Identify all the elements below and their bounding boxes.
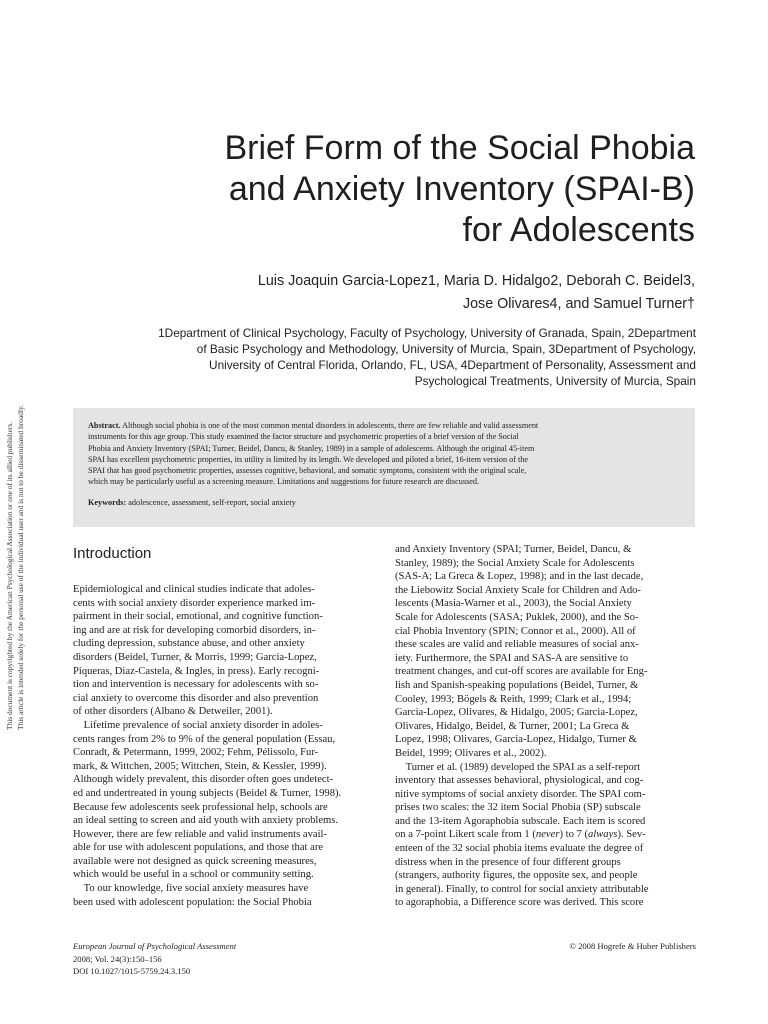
body-text-line: iety. Furthermore, the SPAI and SAS-A are sensitive to xyxy=(395,652,629,664)
body-text-line: Epidemiological and clinical studies indicate that adoles- xyxy=(73,584,315,595)
right-column xyxy=(395,543,696,910)
body-text-line: Although widely prevalent, this disorder often goes undetect- xyxy=(73,774,334,786)
title-line-2: and Anxiety Inventory (SPAI-B) xyxy=(228,170,695,208)
body-text-line: ed and undertreated in young subjects (Beidel & Turner, 1998). xyxy=(73,787,342,799)
abstract-label: Abstract. xyxy=(88,421,121,430)
abstract-line-1: Abstract. Although social phobia is one of the most common mental disorders in adolescents, there are few reliable and valid assessment xyxy=(88,421,539,430)
body-text-line: and the 13-item Agoraphobia subscale. Each item is scored xyxy=(395,815,646,827)
article-title xyxy=(150,128,695,251)
copyright-side-note xyxy=(4,300,40,730)
authors-line-2: Jose Olivares4, and Samuel Turner† xyxy=(462,296,695,312)
body-text-line: which would be useful in a school or community setting. xyxy=(73,869,314,881)
body-text-line: cial Phobia Inventory (SPIN; Connor et al., 2000). All of xyxy=(395,625,636,637)
affiliations xyxy=(70,325,696,389)
keywords: Keywords: adolescence, assessment, self-report, social anxiety xyxy=(88,497,296,507)
body-text-line: Beidel, 1999; Olivares et al., 2002). xyxy=(395,747,547,759)
body-text-line: However, there are few reliable and valid instruments avail- xyxy=(73,828,328,840)
body-text-line: Scale for Adolescents (SASA; Puklek, 2000), and the So- xyxy=(395,611,639,623)
author-list xyxy=(120,270,695,316)
journal-name: European Journal of Psychological Assessment xyxy=(73,941,237,951)
body-text-line: been used with adolescent population: the Social Phobia xyxy=(73,896,312,908)
body-text-line: disorders (Beidel, Turner, & Morris, 1999; Garcia-Lopez, xyxy=(73,651,317,663)
abstract-line-2: instruments for this age group. This study examined the factor structure and psychometric properties of a brief version of the Social xyxy=(88,432,519,442)
body-text-line: Lifetime prevalence of social anxiety disorder in adoles- xyxy=(73,719,323,731)
authors-line-1: Luis Joaquin Garcia-Lopez1, Maria D. Hidalgo2, Deborah C. Beidel3, xyxy=(257,273,695,289)
body-text-line: Conradt, & Petermann, 1999, 2002; Fehm, Pélissolo, Fur- xyxy=(73,747,319,759)
body-text-line: of other disorders (Albano & Detweiler, 2001). xyxy=(73,706,273,718)
body-text-line: inventory that assesses behavioral, physiological, and cog- xyxy=(395,775,644,787)
title-line-1: Brief Form of the Social Phobia xyxy=(224,129,695,167)
body-text-line: cents with social anxiety disorder experience marked im- xyxy=(73,597,316,609)
body-text-line: Lopez, 1998; Olivares, Garcia-Lopez, Hidalgo, Turner & xyxy=(395,734,637,746)
body-text-line: treatment changes, and cut-off scores are available for Eng- xyxy=(395,666,648,678)
body-text-line: mark, & Wittchen, 2005; Wittchen, Stein, & Kessler, 1999). xyxy=(73,760,327,772)
left-column xyxy=(73,583,375,909)
body-text-line: Because few adolescents seek professional help, schools are xyxy=(73,801,328,813)
affiliation-line-2: of Basic Psychology and Methodology, University of Murcia, Spain, 3Department of Psychology, xyxy=(196,342,696,356)
abstract-line-3: Phobia and Anxiety Inventory (SPAI; Turner, Beidel, Dancu, & Stanley, 1989) in a sample of adolescents. Although the original 45-item xyxy=(88,443,535,453)
body-text-line: cluding depression, substance abuse, and other anxiety xyxy=(73,638,305,650)
footer-journal-line: European Journal of Psychological Assessment 2008; Vol. 24(3):150–156 xyxy=(73,941,237,964)
body-text-line: ing and are at risk for developing comorbid disorders, in- xyxy=(73,624,316,636)
affiliation-line-3: University of Central Florida, Orlando, FL, USA, 4Department of Personality, Assessment and xyxy=(209,358,696,372)
abstract-line-5: SPAI that has good psychometric properties, assesses cognitive, behavioral, and somatic symptoms, consistent with the original scale, xyxy=(88,466,527,476)
body-text-line: Garcia-Lopez, Olivares, & Hidalgo, 2005; Garcia-Lopez, xyxy=(395,707,638,719)
body-text-line: nitive symptoms of social anxiety disorder. The SPAI com- xyxy=(395,788,646,800)
body-text-line: an ideal setting to screen and aid youth with anxiety problems. xyxy=(73,815,339,827)
body-text-line: distress when in the presence of four different groups xyxy=(395,856,621,868)
body-text-line: tion and intervention is necessary for adolescents with so- xyxy=(73,679,319,691)
body-text-line: to agoraphobia, a Difference score was derived. This score xyxy=(395,897,644,909)
affiliation-line-4: Psychological Treatments, University of Murcia, Spain xyxy=(414,374,696,388)
body-text-line: Cooley, 1993; Bögels & Reith, 1999; Clark et al., 1994; xyxy=(395,693,632,705)
body-text-line: available were not designed as quick screening measures, xyxy=(73,855,317,867)
abstract-line-6: which may be particularly useful as a screening measure. Limitations and suggestions for future research are discussed. xyxy=(88,477,480,487)
abstract-box xyxy=(73,408,695,527)
footer-citation xyxy=(73,940,236,978)
body-text-line: Olivares, Hidalgo, Beidel, & Turner, 2001; La Greca & xyxy=(395,720,630,732)
body-text-line: cents ranges from 2% to 9% of the general population (Essau, xyxy=(73,733,336,745)
body-text-line: in general). Finally, to control for social anxiety attributable xyxy=(395,883,649,895)
body-text-line: enteen of the 32 social phobia items evaluate the degree of xyxy=(395,843,644,855)
keywords-label: Keywords: xyxy=(88,497,127,507)
section-heading-introduction: Introduction xyxy=(73,545,152,562)
body-text-line: Turner et al. (1989) developed the SPAI as a self-report xyxy=(395,761,641,773)
side-note-line-2: This article is intended solely for the personal use of the individual user and is not to be disseminated broadly. xyxy=(16,404,25,730)
affiliation-line-1: 1Department of Clinical Psychology, Faculty of Psychology, University of Granada, Spain, 2Department xyxy=(158,326,696,340)
publisher-copyright: © 2008 Hogrefe & Huber Publishers xyxy=(569,941,696,951)
body-text-line: lish and Spanish-speaking populations (Beidel, Turner, & xyxy=(395,679,639,691)
doi: DOI 10.1027/1015-5759.24.3.150 xyxy=(73,966,191,976)
body-text-line: these scales are valid and reliable measures of social anx- xyxy=(395,639,639,651)
body-text-line: the Liebowitz Social Anxiety Scale for Children and Ado- xyxy=(395,584,641,596)
body-text-line: on a 7-point Likert scale from 1 (never) to 7 (always). Sev- xyxy=(395,829,646,841)
body-text-line: cial anxiety to overcome this disorder and also prevention xyxy=(73,692,319,704)
body-text-line: lescents (Masia-Warner et al., 2003), the Social Anxiety xyxy=(395,598,632,610)
title-line-3: for Adolescents xyxy=(462,211,695,249)
body-text-line: pairment in their social, emotional, and cognitive function- xyxy=(73,611,323,623)
body-text-line: Stanley, 1989); the Social Anxiety Scale for Adolescents xyxy=(395,557,635,569)
body-text-line: Piqueras, Diaz-Castela, & Ingles, in press). Early recogni- xyxy=(73,665,320,677)
abstract-line-4: SPAI has excellent psychometric properties, its utility is limited by its length. We developed and piloted a brief, 16-item version of the xyxy=(88,454,529,464)
body-text-line: (SAS-A; La Greca & Lopez, 1998); and in the last decade, xyxy=(395,571,644,583)
body-text-line: and Anxiety Inventory (SPAI; Turner, Beidel, Dancu, & xyxy=(395,544,632,555)
body-text-line: (strangers, authority figures, the opposite sex, and people xyxy=(395,870,638,882)
side-note-line-1: This document is copyrighted by the American Psychological Association or one of its allied publishers. xyxy=(5,421,14,730)
body-text-line: prises two scales: the 32 item Social Phobia (SP) subscale xyxy=(395,802,641,814)
body-text-line: To our knowledge, five social anxiety measures have xyxy=(73,883,309,895)
body-text-line: able for use with adolescent populations, and those that are xyxy=(73,842,324,854)
